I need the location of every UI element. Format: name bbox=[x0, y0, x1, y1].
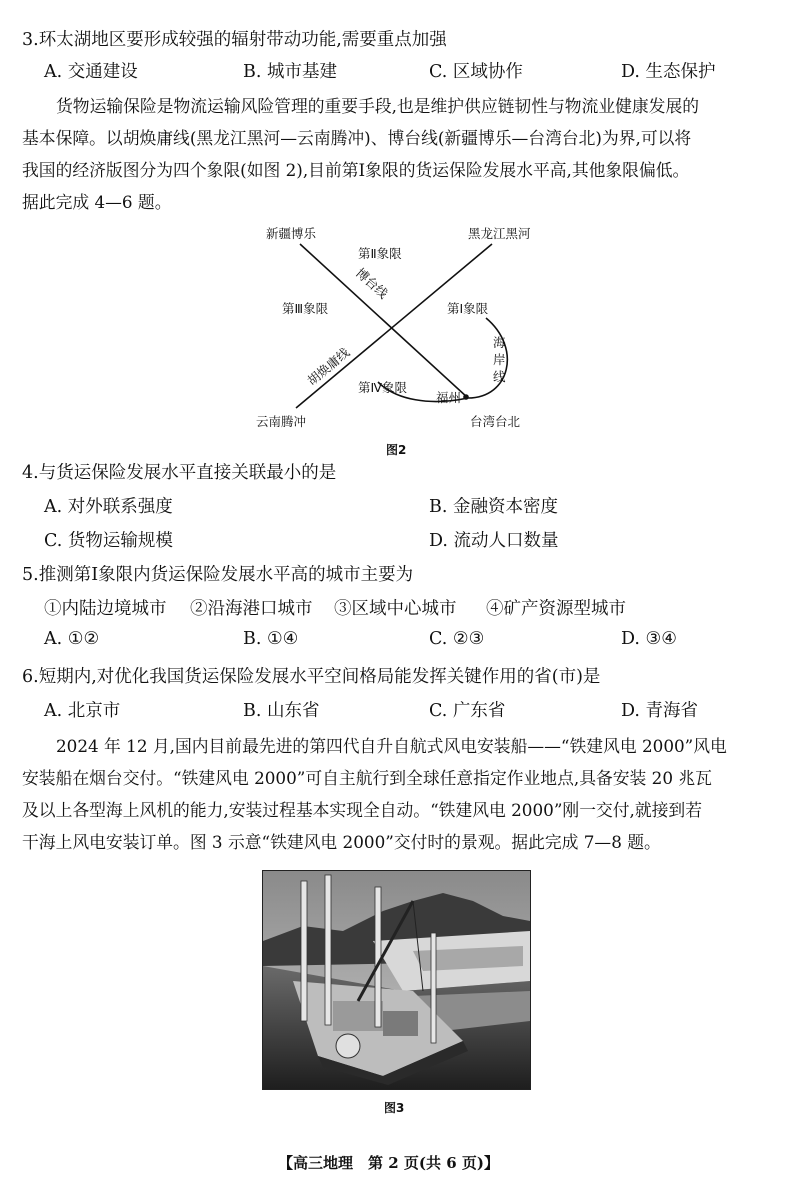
q5-item-1: ①内陆边境城市 bbox=[44, 599, 167, 619]
fuzhou-point bbox=[463, 394, 469, 400]
q5-option-d: D. ③④ bbox=[621, 629, 677, 649]
label-xinjiang-bole: 新疆博乐 bbox=[266, 226, 317, 241]
figure-2-diagram bbox=[0, 0, 800, 470]
passage-line: 据此完成 4—6 题。 bbox=[22, 192, 172, 212]
q6-option-b: B. 山东省 bbox=[243, 701, 320, 721]
figure-3-photo bbox=[262, 870, 531, 1090]
label-quadrant-1: 第Ⅰ象限 bbox=[447, 301, 489, 316]
q5-option-a: A. ①② bbox=[44, 629, 100, 649]
figure-2-caption: 图2 bbox=[386, 443, 407, 457]
label-quadrant-3: 第Ⅲ象限 bbox=[282, 301, 329, 316]
ship-photo-illustration bbox=[263, 871, 530, 1089]
q4-option-c: C. 货物运输规模 bbox=[44, 531, 173, 551]
q3-option-d: D. 生态保护 bbox=[621, 62, 716, 82]
q4-option-a: A. 对外联系强度 bbox=[44, 497, 173, 517]
q4-option-d: D. 流动人口数量 bbox=[429, 531, 559, 551]
label-quadrant-4: 第Ⅳ象限 bbox=[358, 380, 408, 395]
passage-line: 干海上风电安装订单。图 3 示意“铁建风电 2000”交付时的景观。据此完成 7—8 题。 bbox=[22, 832, 661, 852]
q6-stem: 6.短期内,对优化我国货运保险发展水平空间格局能发挥关键作用的省(市)是 bbox=[22, 667, 601, 687]
label-heilongjiang-heihe: 黑龙江黑河 bbox=[468, 226, 531, 241]
q6-option-a: A. 北京市 bbox=[44, 701, 121, 721]
q6-option-c: C. 广东省 bbox=[429, 701, 506, 721]
q3-option-b: B. 城市基建 bbox=[243, 62, 337, 82]
label-yunnan-tengchong: 云南腾冲 bbox=[256, 414, 307, 429]
q5-stem: 5.推测第Ⅰ象限内货运保险发展水平高的城市主要为 bbox=[22, 565, 414, 585]
q3-option-c: C. 区域协作 bbox=[429, 62, 523, 82]
q5-item-4: ④矿产资源型城市 bbox=[486, 599, 626, 619]
label-botai-line: 博台线 bbox=[352, 265, 391, 302]
q5-option-c: C. ②③ bbox=[429, 629, 485, 649]
q4-stem: 4.与货运保险发展水平直接关联最小的是 bbox=[22, 463, 337, 483]
q6-option-d: D. 青海省 bbox=[621, 701, 699, 721]
passage-line: 及以上各型海上风机的能力,安装过程基本实现全自动。“铁建风电 2000”刚一交付,就接到若 bbox=[22, 800, 702, 820]
q3-stem: 3.环太湖地区要形成较强的辐射带动功能,需要重点加强 bbox=[22, 30, 447, 50]
figure-3-caption: 图3 bbox=[384, 1101, 405, 1115]
passage-wind-ship bbox=[22, 730, 782, 858]
label-quadrant-2: 第Ⅱ象限 bbox=[358, 246, 402, 261]
q4-option-b: B. 金融资本密度 bbox=[429, 497, 558, 517]
q5-option-b: B. ①④ bbox=[243, 629, 299, 649]
label-huhuanyong-line: 胡焕庸线 bbox=[304, 344, 353, 389]
q3-option-a: A. 交通建设 bbox=[44, 62, 138, 82]
label-coastline: 海岸线 bbox=[493, 335, 506, 384]
q5-item-2: ②沿海港口城市 bbox=[190, 599, 313, 619]
label-fuzhou: 福州 bbox=[436, 390, 462, 405]
label-taiwan-taibei: 台湾台北 bbox=[470, 414, 521, 429]
passage-line: 货物运输保险是物流运输风险管理的重要手段,也是维护供应链韧性与物流业健康发展的 bbox=[56, 96, 700, 116]
passage-line: 2024 年 12 月,国内目前最先进的第四代自升自航式风电安装船——“铁建风电 2000”风电 bbox=[56, 736, 727, 756]
q5-item-3: ③区域中心城市 bbox=[334, 599, 457, 619]
page-footer: 【高三地理 第 2 页(共 6 页)】 bbox=[278, 1154, 499, 1172]
passage-line: 安装船在烟台交付。“铁建风电 2000”可自主航行到全球任意指定作业地点,具备安装 20 兆瓦 bbox=[22, 768, 712, 788]
passage-line: 基本保障。以胡焕庸线(黑龙江黑河—云南腾冲)、博台线(新疆博乐—台湾台北)为界,可以将 bbox=[22, 128, 692, 148]
passage-line: 我国的经济版图分为四个象限(如图 2),目前第Ⅰ象限的货运保险发展水平高,其他象限偏低。 bbox=[22, 160, 690, 180]
